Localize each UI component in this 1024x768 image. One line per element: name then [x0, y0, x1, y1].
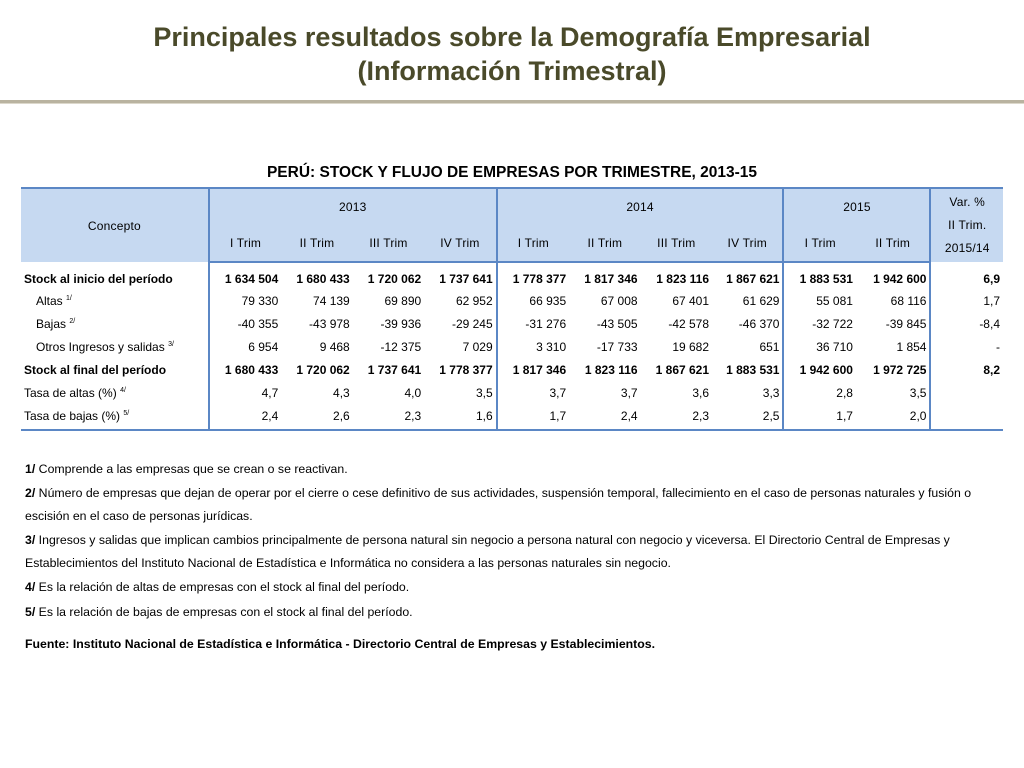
enterprise-stock-table [21, 187, 1003, 431]
table-row [21, 335, 1003, 358]
table-cell: 1,7 [497, 404, 569, 430]
footnote-marker: 4/ [120, 386, 126, 394]
row-label [21, 312, 209, 335]
table-cell: 1,6 [424, 404, 496, 430]
header-variation [930, 188, 1003, 262]
footnote [25, 601, 985, 625]
table-cell: 651 [712, 335, 783, 358]
slide-title [0, 20, 1024, 88]
table-cell: 1 942 600 [799, 362, 853, 377]
table-cell: 2,6 [281, 404, 352, 430]
footnote-marker: 3/ [168, 340, 174, 348]
footnote-marker: 5/ [123, 409, 130, 417]
header-year-2013: 2013 [209, 188, 497, 225]
table-cell: 1,7 [783, 404, 855, 430]
header-quarter: I Trim [497, 225, 569, 262]
table-cell: -40 355 [237, 316, 279, 331]
table-cell: 1 883 531 [799, 272, 853, 286]
table-row [21, 312, 1003, 335]
table-cell: 55 081 [816, 293, 853, 308]
table-cell: 1 823 116 [584, 362, 638, 377]
table-cell: 2,3 [353, 404, 424, 430]
slide-title-line-1: Principales resultados sobre la Demografía Empresarial [153, 22, 871, 52]
table-cell: 79 330 [241, 293, 279, 308]
row-label-text: Bajas [36, 316, 67, 331]
row-label-text: Tasa de bajas (%) [24, 408, 121, 423]
header-quarter: I Trim [783, 225, 855, 262]
table-cell: -39 845 [856, 312, 931, 335]
footnote-mark: 3/ [25, 532, 36, 547]
table-cell: 2,0 [856, 404, 931, 430]
table-row [21, 381, 1003, 404]
table-cell: -42 578 [668, 316, 710, 331]
table-cell: 1 737 641 [367, 362, 422, 377]
table-cell: 7 029 [424, 335, 496, 358]
row-label-text: Altas [36, 293, 63, 308]
variation-cell: 6,9 [983, 271, 1000, 286]
table-cell: 3,5 [424, 381, 496, 404]
table-cell: 3,7 [549, 385, 567, 400]
table-cell: 74 139 [313, 293, 350, 308]
table-cell: 3,3 [712, 381, 783, 404]
table-cell: 2,5 [712, 404, 783, 430]
variation-cell: 8,2 [983, 362, 1000, 377]
footnote-mark: 2/ [25, 485, 36, 500]
table-cell: 9 468 [319, 339, 350, 354]
table-row [21, 358, 1003, 381]
table-cell: -43 505 [596, 316, 638, 331]
table-cell: 1 634 504 [224, 272, 279, 286]
variation-cell: 1,7 [983, 293, 1000, 308]
table-cell: 3,7 [620, 385, 638, 400]
table-cell: 61 629 [712, 289, 783, 312]
row-label [21, 335, 209, 358]
footnote-text: Es la relación de bajas de empresas con el stock al final del período. [35, 605, 413, 619]
table-row [21, 262, 1003, 289]
table-cell: -32 722 [812, 316, 853, 331]
footnote-text: Es la relación de altas de empresas con el stock al final del período. [35, 579, 410, 594]
table-cell: 68 116 [856, 289, 931, 312]
table-row [21, 289, 1003, 312]
table-cell: 2,8 [836, 385, 853, 400]
table-cell: 1 867 621 [655, 362, 710, 377]
variation-cell [930, 381, 1003, 404]
table-cell: 1 823 116 [656, 272, 710, 286]
footnote [25, 458, 985, 482]
header-quarter: II Trim [281, 225, 352, 262]
row-label-text: Otros Ingresos y salidas [36, 339, 165, 354]
table-cell: 6 954 [248, 339, 279, 354]
table-cell: 3,6 [692, 385, 710, 400]
table-cell: 3 310 [536, 339, 567, 354]
data-table-container [21, 187, 1003, 431]
footnote-text: Ingresos y salidas que implican cambios principalmente de persona natural sin negocio a persona natural con negocio y viceversa. El Directorio Central de Empresas y Establecimientos del Instituto Nacional de Estadística e Informática no considera a las personas naturales sin negocio. [25, 532, 950, 570]
table-cell: 4,0 [404, 385, 422, 400]
source-note: Fuente: Instituto Nacional de Estadística e Informática - Directorio Central de Empresas y Establecimientos. [25, 637, 656, 651]
footnote [25, 529, 985, 576]
table-cell: 69 890 [384, 293, 422, 308]
footnotes [25, 458, 985, 625]
footnote-mark: 4/ [25, 579, 36, 594]
table-cell: 2,4 [209, 404, 281, 430]
table-cell: 1 737 641 [424, 262, 496, 289]
header-quarter: III Trim [641, 225, 712, 262]
table-cell: 1 942 600 [856, 262, 931, 289]
table-cell: 1 720 062 [296, 362, 350, 377]
row-label-text: Stock al inicio del período [24, 271, 173, 286]
table-cell: 67 008 [600, 293, 638, 308]
header-concepto: Concepto [21, 188, 209, 262]
table-cell: 1 867 621 [712, 262, 783, 289]
table-cell: 66 935 [529, 293, 567, 308]
header-year-2015: 2015 [783, 188, 930, 225]
footnote [25, 482, 985, 529]
table-cell: 4,3 [333, 385, 350, 400]
row-label-text: Stock al final del período [24, 362, 167, 377]
table-cell: -39 936 [380, 316, 422, 331]
header-year-2014: 2014 [497, 188, 784, 225]
row-label [21, 262, 209, 289]
header-row-years [21, 188, 1003, 225]
table-cell: 1 778 377 [512, 272, 567, 286]
footnote [25, 576, 985, 600]
table-cell: 2,4 [569, 404, 640, 430]
table-cell: 1 883 531 [712, 358, 783, 381]
variation-cell [930, 404, 1003, 430]
table-title: PERÚ: STOCK Y FLUJO DE EMPRESAS POR TRIMESTRE, 2013-15 [266, 164, 758, 181]
table-cell: 1 817 346 [512, 362, 567, 377]
header-quarter: IV Trim [424, 225, 496, 262]
footnote-text: Número de empresas que dejan de operar por el cierre o cese definitivo de sus actividades, suspensión temporal, fallecimiento en el caso de personas naturales y fusión o escisión en el caso de personas jurídicas. [25, 485, 972, 523]
row-label [21, 381, 209, 404]
table-cell: 67 401 [672, 293, 710, 308]
row-label [21, 404, 209, 430]
table-cell: -43 978 [309, 316, 350, 331]
table-cell: 3,5 [856, 381, 931, 404]
table-cell: -17 733 [596, 339, 638, 354]
footnote-marker: 1/ [66, 294, 72, 302]
header-variation-line-1: Var. % [949, 195, 986, 209]
variation-cell: - [996, 339, 1000, 354]
row-label-text: Tasa de altas (%) [24, 385, 117, 400]
table-cell: 19 682 [672, 339, 710, 354]
row-label [21, 289, 209, 312]
header-quarter: I Trim [209, 225, 281, 262]
table-body [21, 262, 1003, 430]
footnote-mark: 5/ [25, 605, 36, 619]
table-cell: 1 680 433 [224, 362, 279, 377]
table-cell: -12 375 [380, 339, 422, 354]
header-variation-line-3: 2015/14 [944, 241, 990, 255]
slide-title-line-2: (Información Trimestral) [357, 56, 667, 86]
title-divider-shadow [0, 103, 1024, 104]
footnote-mark: 1/ [25, 462, 36, 476]
table-cell: 2,3 [641, 404, 712, 430]
table-cell: 4,7 [261, 385, 279, 400]
header-quarter: II Trim [856, 225, 931, 262]
table-cell: -29 245 [424, 312, 496, 335]
footnote-text: Comprende a las empresas que se crean o se reactivan. [35, 462, 348, 476]
table-cell: 36 710 [816, 339, 853, 354]
table-cell: 1 778 377 [424, 358, 496, 381]
table-cell: 1 972 725 [856, 358, 931, 381]
row-label [21, 358, 209, 381]
header-quarter: II Trim [569, 225, 640, 262]
table-cell: 1 817 346 [584, 272, 638, 286]
header-quarter: IV Trim [712, 225, 783, 262]
header-quarter: III Trim [353, 225, 424, 262]
table-cell: 62 952 [424, 289, 496, 312]
table-cell: -46 370 [712, 312, 783, 335]
table-cell: 1 720 062 [367, 272, 422, 286]
table-cell: 1 854 [856, 335, 931, 358]
table-cell: 1 680 433 [296, 272, 350, 286]
table-row [21, 404, 1003, 430]
footnote-marker: 2/ [69, 317, 76, 325]
variation-cell: -8,4 [979, 316, 1000, 331]
table-cell: -31 276 [525, 316, 567, 331]
header-variation-line-2: II Trim. [948, 218, 987, 232]
